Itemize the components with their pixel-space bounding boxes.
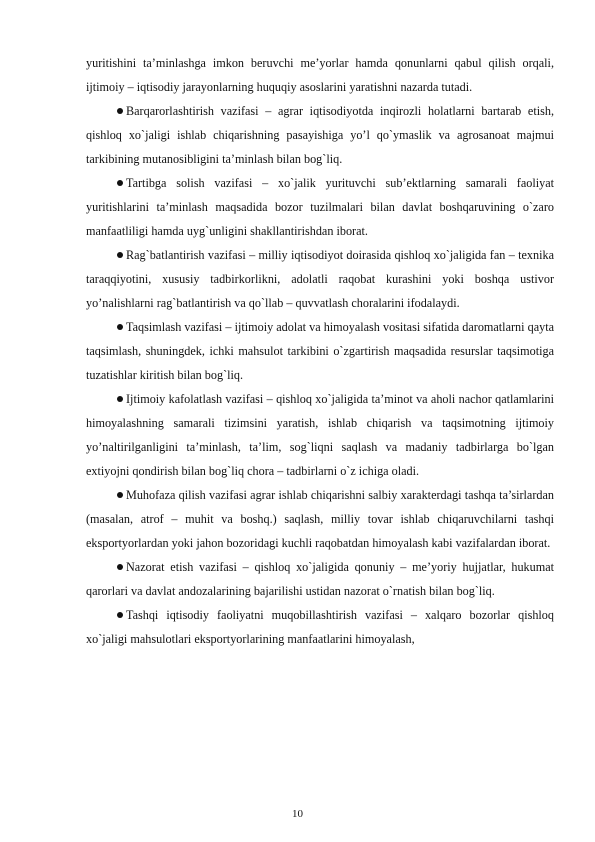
bullet-text: Ijtimoiy kafolatlash vazifasi – qishloq xo`jaligida ta’minot va aholi nachor qatlamlarini himoyalashning samarali tizimsini yaratish, ishlab chiqarish va taqsimotning ijtimoiy yo’naltirilganligini ta’minlash, ta’lim, sog`liqni saqlash va madaniy tadbirlarga bo`lgan extiyojni qondirish bilan bog`liq chora – tadbirlarni o`z ichiga oladi.	[86, 392, 554, 478]
bullet-text: Barqarorlashtirish vazifasi – agrar iqtisodiyotda inqirozli holatlarni bartarab etish, qishloq xo`jaligi ishlab chiqarishning pasayishiga yo’l qo`ymaslik va agrosanoat majmui tarkibining mutanosibligini ta’minlash bilan bog`liq.	[86, 104, 554, 166]
bullet-icon	[117, 492, 123, 498]
bullet-paragraph-incentive	[86, 243, 554, 315]
bullet-text: Rag`batlantirish vazifasi – milliy iqtisodiyot doirasida qishloq xo`jaligida fan – texnika taraqqiyotini, xususiy tadbirkorlikni, adolatli raqobat kurashini yoki boshqa ustivor yo’nalishlarni rag`batlantirish va qo`llab – quvvatlash choralarini ifodalaydi.	[86, 248, 554, 310]
bullet-paragraph-regulation	[86, 171, 554, 243]
bullet-text: Nazorat etish vazifasi – qishloq xo`jaligida qonuniy – me’yoriy hujjatlar, hukumat qarorlari va davlat andozalarining bajarilishi ustidan nazorat o`rnatish bilan bog`liq.	[86, 560, 554, 598]
bullet-paragraph-protection	[86, 483, 554, 555]
bullet-icon	[117, 564, 123, 570]
bullet-text: Muhofaza qilish vazifasi agrar ishlab chiqarishni salbiy xarakterdagi tashqa ta’sirlardan (masalan, atrof – muhit va boshq.) saqlash, milliy tovar ishlab chiqaruvchilarni tashqi eksportyorlardan yoki jahon bozoridagi kuchli raqobatdan himoyalash kabi vazifalardan iborat.	[86, 488, 554, 550]
bullet-paragraph-social-guarantee	[86, 387, 554, 483]
bullet-icon	[117, 324, 123, 330]
bullet-icon	[117, 612, 123, 618]
bullet-paragraph-stabilization	[86, 99, 554, 171]
bullet-icon	[117, 252, 123, 258]
bullet-icon	[117, 108, 123, 114]
page-number: 10	[292, 808, 303, 820]
intro-paragraph: yuritishini ta’minlashga imkon beruvchi me’yorlar hamda qonunlarni qabul qilish orqali, ijtimoiy – iqtisodiy jarayonlarning huquqiy asoslarini yaratishni nazarda tutadi.	[86, 56, 554, 94]
bullet-text: Tartibga solish vazifasi – xo`jalik yurituvchi sub’ektlarning samarali faoliyat yuritishlarini ta’minlash maqsadida bozor tuzilmalari bilan davlat boshqaruvining o`zaro manfaatliligi hamda uyg`unligini shakllantirishdan iborat.	[86, 176, 554, 238]
bullet-text: Taqsimlash vazifasi – ijtimoiy adolat va himoyalash vositasi sifatida daromatlarni qayta taqsimlash, shuningdek, ichki mahsulot tarkibini o`zgartirish maqsadida resurslar taqsimotiga tuzatishlar kiritish bilan bog`liq.	[86, 320, 554, 382]
bullet-paragraph-control	[86, 555, 554, 603]
bullet-paragraph-distribution	[86, 315, 554, 387]
document-body	[86, 51, 554, 651]
bullet-text: Tashqi iqtisodiy faoliyatni muqobillashtirish vazifasi – xalqaro bozorlar qishloq xo`jaligi mahsulotlari eksportyorlarining manfaatlarini himoyalash,	[86, 608, 554, 646]
bullet-paragraph-foreign-trade	[86, 603, 554, 651]
bullet-icon	[117, 396, 123, 402]
bullet-icon	[117, 180, 123, 186]
